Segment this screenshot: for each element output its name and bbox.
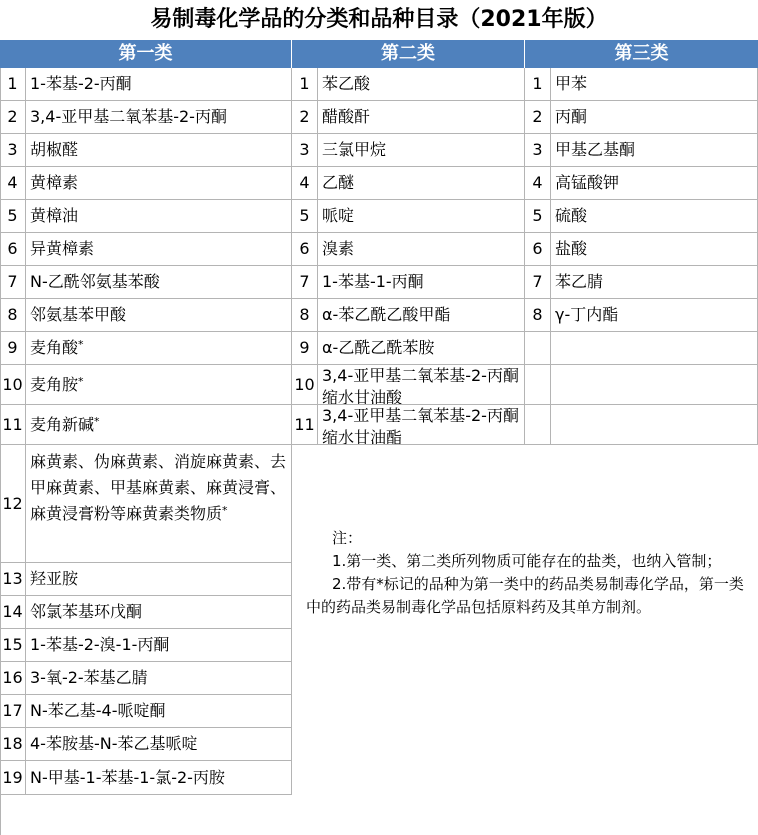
chemical-name xyxy=(26,101,292,134)
chemical-name xyxy=(318,405,525,445)
row-number: 1 xyxy=(292,68,318,101)
row-number: 6 xyxy=(0,233,26,266)
row-number: 5 xyxy=(525,200,551,233)
pharma-mark: * xyxy=(78,338,84,351)
chemical-name-text: γ-丁内酯 xyxy=(555,305,619,324)
row-number: 7 xyxy=(525,266,551,299)
chemical-name-text: 4-苯胺基-N-苯乙基哌啶 xyxy=(30,734,198,753)
chemical-name-text: α-乙酰乙酰苯胺 xyxy=(322,338,435,357)
chemical-name-text: 三氯甲烷 xyxy=(322,140,387,159)
note-2: 2.带有*标记的品种为第一类中的药品类易制毒化学品，第一类中的药品类易制毒化学品包括原料药及其单方制剂。 xyxy=(306,575,744,616)
chemical-name-text: N-苯乙基-4-哌啶酮 xyxy=(30,701,166,720)
pharma-mark: * xyxy=(94,415,100,428)
row-number: 17 xyxy=(0,695,26,728)
row-number: 1 xyxy=(0,68,26,101)
row-number: 11 xyxy=(0,405,26,445)
chemical-name-text: 苯乙酸 xyxy=(322,74,371,93)
chemical-name xyxy=(26,200,292,233)
notes-label: 注： xyxy=(332,529,363,547)
chemical-name xyxy=(551,101,758,134)
chemical-name-text: 3-氧-2-苯基乙腈 xyxy=(30,668,148,687)
chemical-name xyxy=(26,233,292,266)
row-number: 5 xyxy=(0,200,26,233)
chemical-name xyxy=(551,233,758,266)
row-number: 8 xyxy=(292,299,318,332)
chemical-name xyxy=(318,200,525,233)
empty-cell xyxy=(551,365,758,405)
chemical-name xyxy=(26,445,292,563)
chemical-name-text: α-苯乙酰乙酸甲酯 xyxy=(322,305,451,324)
chemical-name xyxy=(318,266,525,299)
row-number: 4 xyxy=(525,167,551,200)
chemical-name xyxy=(26,662,292,695)
empty-cell xyxy=(525,365,551,405)
chemical-name-text: 麦角新碱 xyxy=(30,415,95,434)
row-number: 9 xyxy=(292,332,318,365)
chemical-name-text: 硫酸 xyxy=(555,206,588,225)
row-number: 8 xyxy=(525,299,551,332)
row-number: 5 xyxy=(292,200,318,233)
chemical-name-text: 甲基乙基酮 xyxy=(555,140,636,159)
empty-cell xyxy=(551,405,758,445)
row-number: 9 xyxy=(0,332,26,365)
chemical-name xyxy=(551,167,758,200)
chemical-name xyxy=(318,134,525,167)
chemical-name xyxy=(318,365,525,405)
chemical-name-text: 3,4-亚甲基二氧苯基-2-丙酮缩水甘油酯 xyxy=(322,406,519,445)
chemical-name xyxy=(26,266,292,299)
chemical-name-text: 丙酮 xyxy=(555,107,588,126)
chemical-name xyxy=(26,134,292,167)
chemical-name-text: 高锰酸钾 xyxy=(555,173,620,192)
chemical-name xyxy=(551,200,758,233)
row-number: 16 xyxy=(0,662,26,695)
chemical-name-text: 黄樟油 xyxy=(30,206,79,225)
chemical-name-text: 麻黄素、伪麻黄素、消旋麻黄素、去甲麻黄素、甲基麻黄素、麻黄浸膏、麻黄浸膏粉等麻黄素类物质 xyxy=(30,452,287,523)
row-number: 7 xyxy=(292,266,318,299)
row-number: 12 xyxy=(0,445,26,563)
chemical-name-text: 盐酸 xyxy=(555,239,588,258)
row-number: 6 xyxy=(292,233,318,266)
chemical-name xyxy=(26,299,292,332)
chemical-name-text: 哌啶 xyxy=(322,206,355,225)
chemical-name xyxy=(26,332,292,365)
row-number: 15 xyxy=(0,629,26,662)
chemical-name xyxy=(318,233,525,266)
chemical-name-text: 胡椒醛 xyxy=(30,140,79,159)
chemical-name-text: 1-苯基-1-丙酮 xyxy=(322,272,424,291)
chemical-name xyxy=(318,101,525,134)
row-number: 2 xyxy=(0,101,26,134)
chemical-name xyxy=(551,266,758,299)
chemical-name xyxy=(318,167,525,200)
row-number: 3 xyxy=(525,134,551,167)
header-category-3: 第三类 xyxy=(525,40,758,68)
row-number: 10 xyxy=(292,365,318,405)
row-number: 19 xyxy=(0,761,26,795)
header-category-2: 第二类 xyxy=(292,40,525,68)
row-number: 4 xyxy=(0,167,26,200)
note-1: 1.第一类、第二类所列物质可能存在的盐类，也纳入管制； xyxy=(332,552,722,570)
chemical-name-text: 异黄樟素 xyxy=(30,239,95,258)
chemical-name xyxy=(26,68,292,101)
row-number: 14 xyxy=(0,596,26,629)
chemical-name xyxy=(551,299,758,332)
chemical-name xyxy=(26,405,292,445)
chemical-name xyxy=(318,299,525,332)
chemical-name xyxy=(26,695,292,728)
page-title: 易制毒化学品的分类和品种目录（2021年版） xyxy=(150,7,608,32)
chemical-name-text: N-甲基-1-苯基-1-氯-2-丙胺 xyxy=(30,768,225,787)
chemical-name-text: 3,4-亚甲基二氧苯基-2-丙酮缩水甘油酸 xyxy=(322,366,519,405)
chemical-name-text: 羟亚胺 xyxy=(30,569,79,588)
chemical-name-text: N-乙酰邻氨基苯酸 xyxy=(30,272,160,291)
row-number: 10 xyxy=(0,365,26,405)
chemical-name-text: 邻氨基苯甲酸 xyxy=(30,305,127,324)
row-number: 8 xyxy=(0,299,26,332)
row-number: 2 xyxy=(525,101,551,134)
row-number: 4 xyxy=(292,167,318,200)
chemical-name xyxy=(26,167,292,200)
chemical-name xyxy=(26,761,292,795)
chemical-name-text: 苯乙腈 xyxy=(555,272,604,291)
row-number: 3 xyxy=(292,134,318,167)
chemical-name xyxy=(551,134,758,167)
row-number: 3 xyxy=(0,134,26,167)
empty-cell xyxy=(525,332,551,365)
chemical-name-text: 麦角胺 xyxy=(30,375,79,394)
row-number: 18 xyxy=(0,728,26,761)
chemical-name-text: 1-苯基-2-溴-1-丙酮 xyxy=(30,635,170,654)
chemical-name-text: 溴素 xyxy=(322,239,355,258)
chemical-name-text: 邻氯苯基环戊酮 xyxy=(30,602,143,621)
notes-block xyxy=(292,481,758,835)
chemical-name-text: 甲苯 xyxy=(555,74,588,93)
chemical-name xyxy=(26,596,292,629)
chemical-name-text: 麦角酸 xyxy=(30,338,79,357)
row-number: 11 xyxy=(292,405,318,445)
chemical-name-text: 乙醚 xyxy=(322,173,355,192)
pharma-mark: * xyxy=(78,375,84,388)
pharma-mark: * xyxy=(222,504,228,517)
chemical-name xyxy=(26,629,292,662)
row-number: 6 xyxy=(525,233,551,266)
chemical-name-text: 醋酸酐 xyxy=(322,107,371,126)
row-number: 13 xyxy=(0,563,26,596)
empty-cell xyxy=(525,405,551,445)
chemical-name xyxy=(26,563,292,596)
header-category-1: 第一类 xyxy=(0,40,292,68)
empty-cell xyxy=(551,332,758,365)
row-number: 2 xyxy=(292,101,318,134)
chemical-name-text: 3,4-亚甲基二氧苯基-2-丙酮 xyxy=(30,107,227,126)
chemical-name xyxy=(318,332,525,365)
table-left-border xyxy=(0,68,1,835)
row-number: 1 xyxy=(525,68,551,101)
chemical-name xyxy=(26,728,292,761)
chemical-name xyxy=(26,365,292,405)
chemical-name xyxy=(551,68,758,101)
chemical-name-text: 黄樟素 xyxy=(30,173,79,192)
row-number: 7 xyxy=(0,266,26,299)
chemical-name xyxy=(318,68,525,101)
chemical-name-text: 1-苯基-2-丙酮 xyxy=(30,74,132,93)
